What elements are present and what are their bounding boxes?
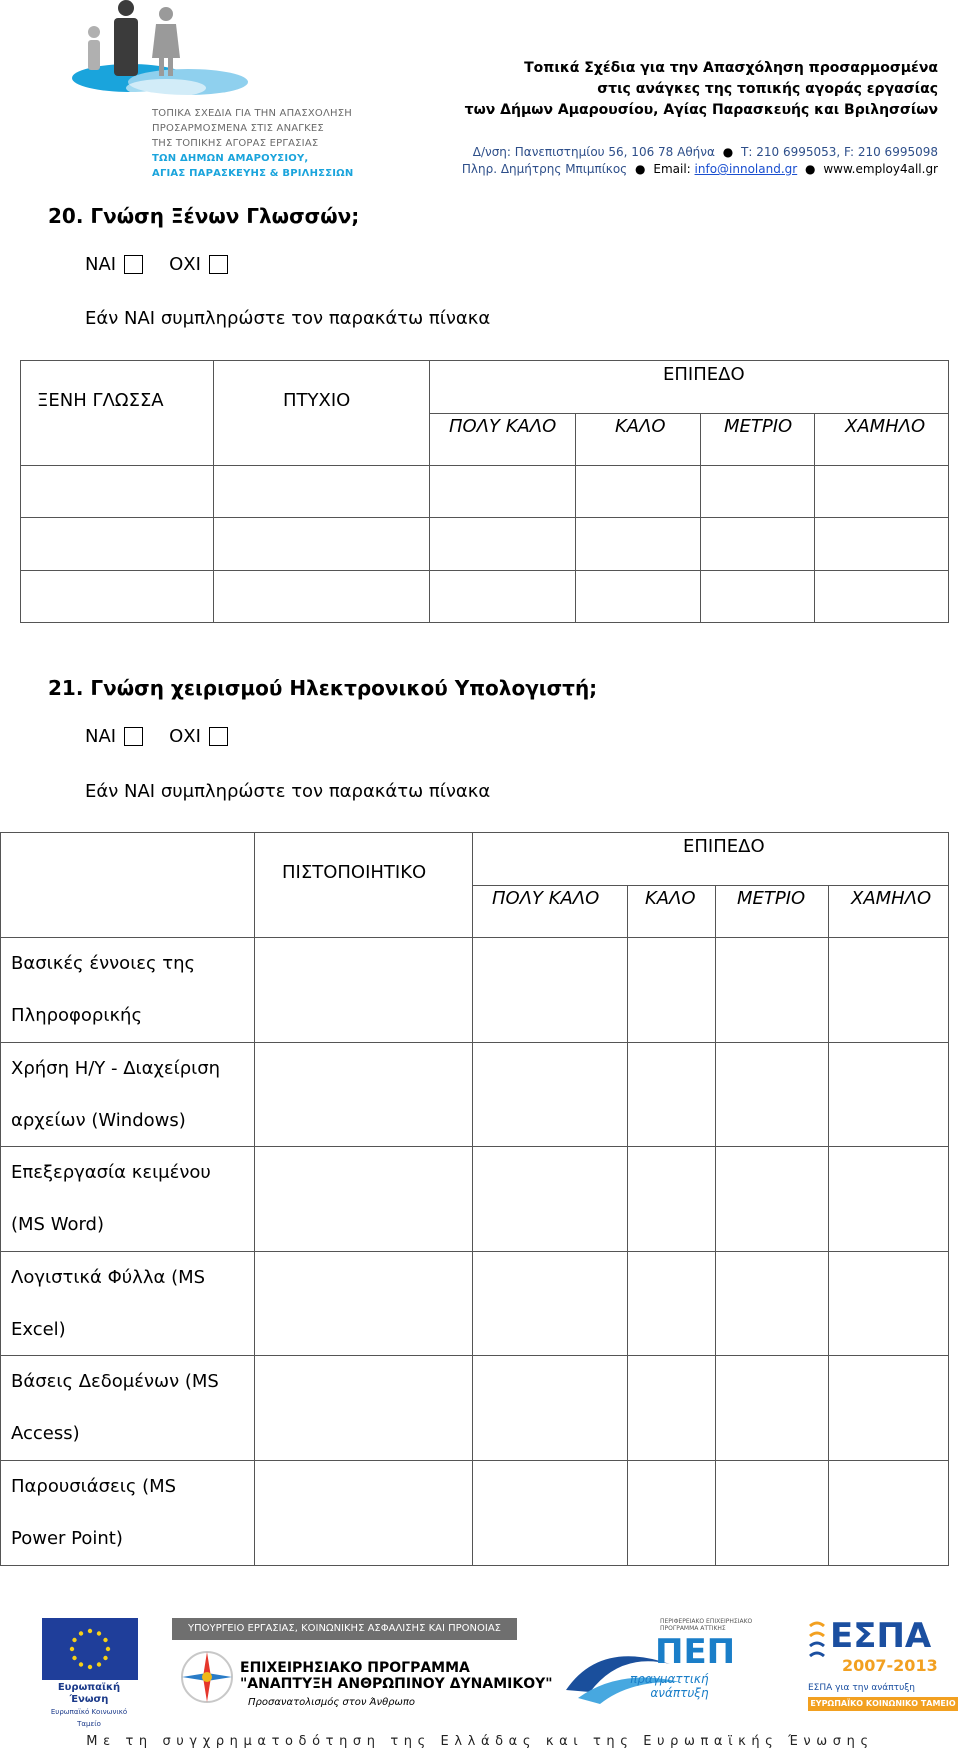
espa-flag-icon — [808, 1620, 826, 1674]
table-cell[interactable] — [21, 518, 214, 571]
section-21-title: 21. Γνώση χειρισμού Ηλεκτρονικού Υπολογιστή; — [48, 676, 598, 700]
eu-fund: Ευρωπαϊκό Κοινωνικό Ταμείο — [50, 1708, 128, 1728]
people-icon — [70, 0, 340, 110]
table-cell[interactable] — [473, 1043, 628, 1147]
eu-caption — [38, 1682, 140, 1730]
table-cell[interactable] — [701, 518, 815, 571]
section-20-instruction: Εάν ΝΑΙ συμπληρώστε τον παρακάτω πίνακα — [85, 308, 491, 329]
header-cell-certificate — [255, 833, 473, 938]
bullet-icon: ● — [635, 162, 646, 176]
level-good: ΚΑΛΟ — [645, 888, 696, 909]
table-cell[interactable] — [576, 518, 701, 571]
section-20-options — [85, 254, 254, 275]
no-checkbox[interactable] — [209, 727, 228, 746]
cofunding-statement: Με τη συγχρηματοδότηση της Ελλάδας και της Ευρωπαϊκής Ένωσης — [86, 1734, 874, 1749]
column-header-level: ΕΠΙΠΕΔΟ — [663, 364, 745, 385]
table-cell[interactable] — [829, 1147, 949, 1252]
table-cell[interactable] — [255, 1147, 473, 1252]
table-cell[interactable] — [716, 1461, 829, 1566]
table-cell[interactable] — [815, 571, 949, 623]
table-cell[interactable] — [255, 1356, 473, 1461]
table-cell[interactable] — [716, 1356, 829, 1461]
table-cell[interactable] — [716, 1147, 829, 1252]
table-cell[interactable] — [701, 571, 815, 623]
website-link[interactable]: www.employ4all.gr — [823, 162, 938, 176]
address: Δ/νση: Πανεπιστημίου 56, 106 78 Αθήνα — [472, 145, 715, 159]
header-contact — [462, 144, 938, 178]
program-title — [240, 1660, 553, 1692]
languages-table — [20, 360, 949, 623]
logo-text — [152, 106, 353, 181]
skill-label: Παρουσιάσεις (MS — [11, 1476, 177, 1497]
pep-tagline — [630, 1672, 709, 1700]
skill-label: Excel) — [11, 1319, 66, 1340]
pep-tagline-1: πραγματτική — [630, 1672, 709, 1686]
no-option — [169, 254, 228, 275]
table-cell[interactable] — [716, 1043, 829, 1147]
table-cell[interactable] — [701, 466, 815, 518]
pep-region-caption: ΠΕΡΙΦΕΡΕΙΑΚΟ ΕΠΙΧΕΙΡΗΣΙΑΚΟ ΠΡΟΓΡΑΜΜΑ ΑΤΤΙΚΗΣ — [660, 1618, 753, 1632]
level-very-good: ΠΟΛΥ ΚΑΛΟ — [492, 888, 600, 909]
espa-slogan: ΕΣΠΑ για την ανάπτυξη — [808, 1683, 915, 1693]
header-cell-skill — [1, 833, 255, 938]
table-cell[interactable] — [576, 466, 701, 518]
table-cell[interactable] — [716, 938, 829, 1043]
table-cell[interactable] — [628, 1252, 716, 1356]
skill-label: Λογιστικά Φύλλα (MS — [11, 1267, 206, 1288]
table-cell[interactable] — [628, 1461, 716, 1566]
table-cell[interactable] — [829, 1252, 949, 1356]
logo-line-highlight: ΑΓΙΑΣ ΠΑΡΑΣΚΕΥΗΣ & ΒΡΙΛΗΣΣΙΩΝ — [152, 168, 354, 179]
pep-wordmark: ΠΕΠ — [655, 1632, 736, 1672]
table-cell[interactable] — [815, 518, 949, 571]
program-subtitle: Προσανατολισμός στον Άνθρωπο — [248, 1697, 416, 1708]
table-cell[interactable] — [628, 1147, 716, 1252]
level-average: ΜΕΤΡΙΟ — [724, 416, 793, 437]
eu-flag-icon — [42, 1618, 138, 1680]
table-cell[interactable] — [255, 1252, 473, 1356]
header-title — [465, 58, 938, 121]
contact-person: Πληρ. Δημήτρης Μπιμπίκος — [461, 162, 628, 176]
ministry-banner: ΥΠΟΥΡΓΕΙΟ ΕΡΓΑΣΙΑΣ, ΚΟΙΝΩΝΙΚΗΣ ΑΣΦΑΛΙΣΗΣ ΚΑΙ ΠΡΟΝΟΙΑΣ — [172, 1618, 517, 1640]
header-cell-language — [21, 361, 214, 466]
logo-line: ΠΡΟΣΑΡΜΟΣΜΕΝΑ ΣΤΙΣ ΑΝΑΓΚΕΣ — [152, 123, 324, 134]
level-low: ΧΑΜΗΛΟ — [851, 888, 932, 909]
table-cell[interactable] — [473, 1147, 628, 1252]
yes-option — [85, 726, 143, 747]
skill-label: Βάσεις Δεδομένων (MS — [11, 1371, 219, 1392]
header-title-line: στις ανάγκες της τοπικής αγοράς εργασίας — [597, 81, 938, 97]
level-very-good: ΠΟΛΥ ΚΑΛΟ — [449, 416, 557, 437]
skill-label: (MS Word) — [11, 1214, 104, 1235]
skill-label: Βασικές έννοιες της — [11, 953, 196, 974]
table-cell[interactable] — [255, 1043, 473, 1147]
bullet-icon: ● — [722, 145, 734, 159]
table-cell[interactable] — [628, 1043, 716, 1147]
level-average: ΜΕΤΡΙΟ — [737, 888, 806, 909]
logo-line: ΤΗΣ ΤΟΠΙΚΗΣ ΑΓΟΡΑΣ ΕΡΓΑΣΙΑΣ — [152, 138, 319, 149]
level-good: ΚΑΛΟ — [615, 416, 666, 437]
table-cell[interactable] — [214, 571, 430, 623]
phone: Τ: 210 6995053, F: 210 6995098 — [741, 145, 938, 159]
bullet-icon: ● — [805, 162, 816, 176]
no-label: ΟΧΙ — [169, 726, 201, 747]
skill-label: Χρήση Η/Υ - Διαχείριση — [11, 1058, 221, 1079]
table-cell[interactable] — [829, 938, 949, 1043]
yes-option — [85, 254, 143, 275]
yes-checkbox[interactable] — [124, 255, 143, 274]
column-header-language: ΞΕΝΗ ΓΛΩΣΣΑ — [37, 390, 164, 411]
header-title-line: Τοπικά Σχέδια για την Απασχόληση προσαρμοσμένα — [524, 60, 938, 76]
skill-label: Επεξεργασία κειμένου — [11, 1162, 211, 1183]
table-cell[interactable] — [21, 466, 214, 518]
skill-label: Πληροφορικής — [11, 1005, 143, 1026]
table-cell[interactable] — [576, 571, 701, 623]
table-cell[interactable] — [628, 938, 716, 1043]
espa-years: 2007-2013 — [842, 1656, 938, 1675]
table-cell[interactable] — [21, 571, 214, 623]
no-label: ΟΧΙ — [169, 254, 201, 275]
yes-checkbox[interactable] — [124, 727, 143, 746]
logo-line: ΤΟΠΙΚΑ ΣΧΕΔΙΑ ΓΙΑ ΤΗΝ ΑΠΑΣΧΟΛΗΣΗ — [152, 108, 352, 119]
eu-name: Ευρωπαϊκή Ένωση — [57, 1682, 121, 1705]
espa-wordmark: ΕΣΠΑ — [830, 1616, 932, 1656]
table-cell[interactable] — [255, 1461, 473, 1566]
table-cell[interactable] — [473, 938, 628, 1043]
email-label: Email: — [653, 162, 691, 176]
header-cell-degree — [214, 361, 430, 466]
column-header-certificate: ΠΙΣΤΟΠΟΙΗΤΙΚΟ — [282, 862, 427, 883]
table-cell[interactable] — [829, 1461, 949, 1566]
logo-line-highlight: ΤΩΝ ΔΗΜΩΝ ΑΜΑΡΟΥΣΙΟΥ, — [152, 153, 309, 164]
column-header-level: ΕΠΙΠΕΔΟ — [683, 836, 765, 857]
section-21-instruction: Εάν ΝΑΙ συμπληρώστε τον παρακάτω πίνακα — [85, 781, 491, 802]
table-cell[interactable] — [716, 1252, 829, 1356]
table-cell[interactable] — [829, 1043, 949, 1147]
skill-label: Power Point) — [11, 1528, 123, 1549]
table-cell[interactable] — [473, 1356, 628, 1461]
table-cell[interactable] — [255, 938, 473, 1043]
computer-skills-table — [0, 832, 949, 1566]
table-cell[interactable] — [214, 466, 430, 518]
table-cell[interactable] — [430, 466, 576, 518]
skill-label: Access) — [11, 1423, 80, 1444]
yes-label: ΝΑΙ — [85, 726, 117, 747]
level-low: ΧΑΜΗΛΟ — [845, 416, 926, 437]
table-cell[interactable] — [473, 1252, 628, 1356]
table-cell[interactable] — [815, 466, 949, 518]
yes-label: ΝΑΙ — [85, 254, 117, 275]
table-cell[interactable] — [430, 518, 576, 571]
email-link[interactable]: info@innoland.gr — [694, 162, 798, 176]
table-cell[interactable] — [214, 518, 430, 571]
table-cell[interactable] — [473, 1461, 628, 1566]
section-20-title: 20. Γνώση Ξένων Γλωσσών; — [48, 204, 360, 228]
pep-tagline-2: ανάπτυξη — [650, 1686, 709, 1700]
program-line-2: "ΑΝΑΠΤΥΞΗ ΑΝΘΡΩΠΙΝΟΥ ΔΥΝΑΜΙΚΟΥ" — [240, 1676, 553, 1692]
table-cell[interactable] — [430, 571, 576, 623]
table-cell[interactable] — [829, 1356, 949, 1461]
espa-fund-banner: ΕΥΡΩΠΑΪΚΟ ΚΟΙΝΩΝΙΚΟ ΤΑΜΕΙΟ — [808, 1697, 958, 1711]
compass-logo-icon — [178, 1648, 236, 1706]
header-title-line: των Δήμων Αμαρουσίου, Αγίας Παρασκευής και Βριλησσίων — [464, 102, 938, 118]
program-line-1: ΕΠΙΧΕΙΡΗΣΙΑΚΟ ΠΡΟΓΡΑΜΜΑ — [240, 1660, 470, 1676]
no-checkbox[interactable] — [209, 255, 228, 274]
column-header-degree: ΠΤΥΧΙΟ — [283, 390, 351, 411]
table-cell[interactable] — [628, 1356, 716, 1461]
section-21-options — [85, 726, 254, 747]
skill-label: αρχείων (Windows) — [11, 1110, 186, 1131]
no-option — [169, 726, 228, 747]
